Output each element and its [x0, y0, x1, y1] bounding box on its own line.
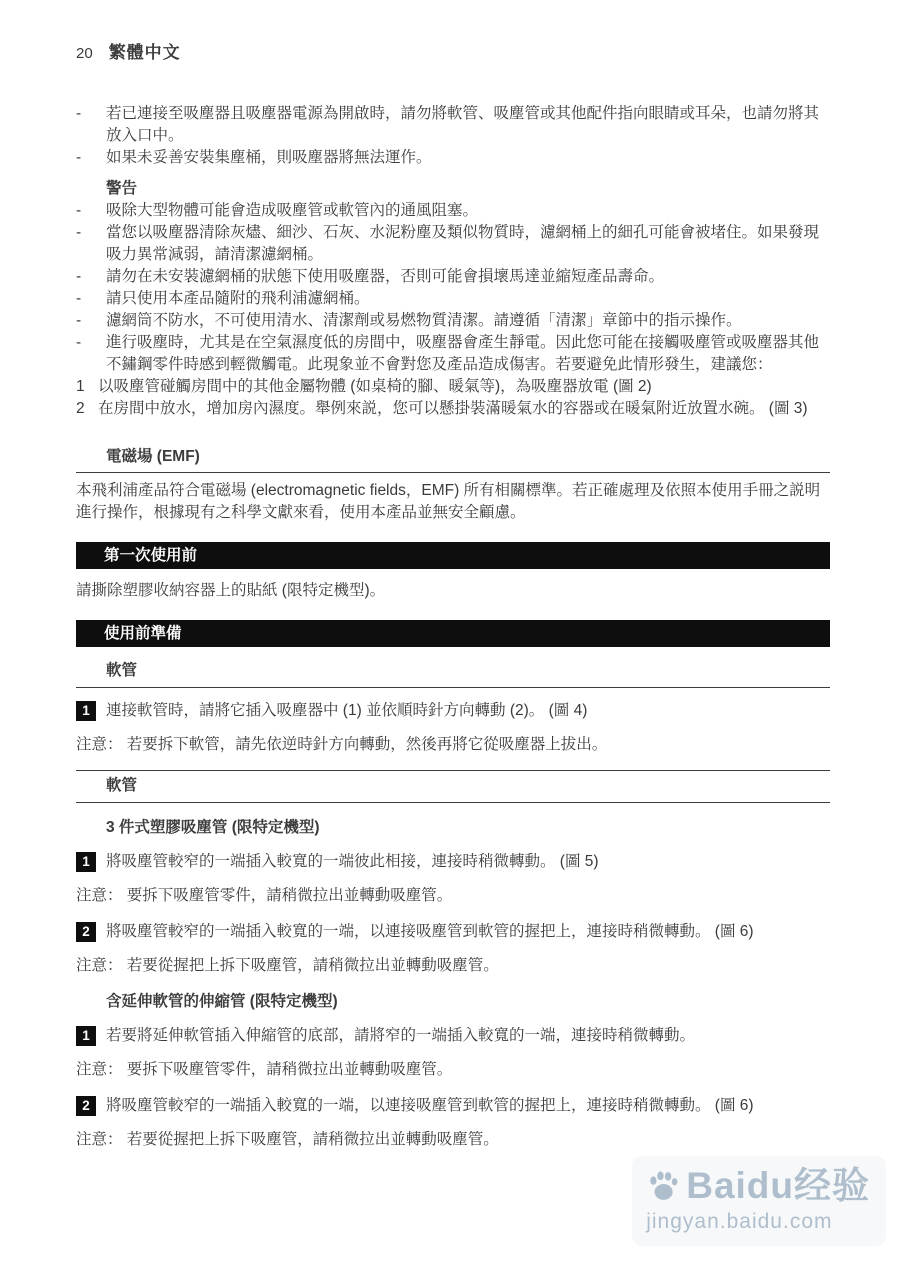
bullet-text: 請只使用本產品隨附的飛利浦濾網桶。 — [106, 290, 370, 307]
baidu-jingyan-watermark — [632, 1156, 886, 1246]
emf-heading: 電磁場 (EMF) — [76, 446, 830, 473]
bullet-item — [76, 332, 830, 376]
dash-marker: - — [76, 202, 82, 219]
warning-heading: 警告 — [106, 180, 138, 197]
step-text: 連接軟管時，請將它插入吸塵器中 (1) 並依順時針方向轉動 (2)。 (圖 4) — [106, 702, 588, 719]
bullet-item — [76, 288, 830, 310]
note-text: 注意： 若要從握把上拆下吸塵管，請稍微拉出並轉動吸塵管。 — [76, 957, 499, 974]
dash-marker: - — [76, 149, 82, 166]
bullet-text: 如果未妥善安裝集塵桶，則吸塵器將無法運作。 — [106, 149, 432, 166]
subsection-heading-tube-3piece: 3 件式塑膠吸塵管 (限特定機型) — [106, 819, 320, 836]
numbered-item — [76, 376, 830, 398]
note-text: 注意： 要拆下吸塵管零件，請稍微拉出並轉動吸塵管。 — [76, 887, 453, 904]
warning-bullet-list — [76, 200, 830, 376]
note-text: 注意： 要拆下吸塵管零件，請稍微拉出並轉動吸塵管。 — [76, 1061, 453, 1078]
dash-marker: - — [76, 224, 82, 241]
language-header: 繁體中文 — [108, 43, 181, 62]
dash-marker: - — [76, 334, 82, 351]
step-badge: 2 — [76, 922, 96, 942]
bullet-item — [76, 222, 830, 266]
step-item — [76, 700, 830, 722]
step-badge: 1 — [76, 701, 96, 721]
step-text: 若要將延伸軟管插入伸縮管的底部，請將窄的一端插入較寬的一端，連接時稍微轉動。 — [106, 1027, 696, 1044]
step-badge: 2 — [76, 1096, 96, 1116]
subsection-heading-telescopic: 含延伸軟管的伸縮管 (限特定機型) — [106, 993, 338, 1010]
bullet-text: 吸除大型物體可能會造成吸塵管或軟管內的通風阻塞。 — [106, 202, 479, 219]
bullet-item — [76, 200, 830, 222]
page-number: 20 — [76, 45, 93, 62]
note-text: 注意： 若要從握把上拆下吸塵管，請稍微拉出並轉動吸塵管。 — [76, 1131, 499, 1148]
warning-numbered-list — [76, 376, 830, 420]
dash-marker: - — [76, 105, 82, 122]
bullet-item — [76, 147, 830, 169]
step-text: 將吸塵管較窄的一端插入較寬的一端，以連接吸塵管到軟管的握把上，連接時稍微轉動。 (圖 6) — [106, 1097, 754, 1114]
section-bar-preparation: 使用前準備 — [76, 620, 830, 647]
watermark-brand: Baidu经验 — [686, 1165, 870, 1206]
item-number: 1 — [76, 378, 85, 395]
step-text: 將吸塵管較窄的一端插入較寬的一端彼此相接，連接時稍微轉動。 (圖 5) — [106, 853, 599, 870]
dash-marker: - — [76, 268, 82, 285]
subsection-heading-hose: 軟管 — [76, 658, 830, 688]
emf-body: 本飛利浦產品符合電磁場 (electromagnetic fields，EMF) 所有相關標準。若正確處理及依照本使用手冊之説明進行操作，根據現有之科學文獻來看，使用本產品並無安全顧慮。 — [76, 482, 821, 521]
step-badge: 1 — [76, 1026, 96, 1046]
bullet-text: 濾網筒不防水，不可使用清水、清潔劑或易燃物質清潔。請遵循「清潔」章節中的指示操作。 — [106, 312, 742, 329]
bullet-item — [76, 310, 830, 332]
intro-bullet-list — [76, 103, 830, 169]
bullet-text: 請勿在未安裝濾網桶的狀態下使用吸塵器，否則可能會損壞馬達並縮短產品壽命。 — [106, 268, 665, 285]
step-item — [76, 851, 830, 873]
step-badge: 1 — [76, 852, 96, 872]
bullet-item — [76, 103, 830, 147]
bullet-text: 進行吸塵時，尤其是在空氣濕度低的房間中，吸塵器會產生靜電。因此您可能在接觸吸塵管或吸塵器其他不鏽鋼零件時感到輕微觸電。此現象並不會對您及產品造成傷害。若要避免此情形發生，建議您： — [106, 334, 820, 373]
item-number: 2 — [76, 400, 85, 417]
baidu-paw-icon — [646, 1169, 680, 1203]
bullet-text: 若已連接至吸塵器且吸塵器電源為開啟時，請勿將軟管、吸塵管或其他配件指向眼睛或耳朵，也請勿將其放入口中。 — [106, 105, 820, 144]
section-bar-first-use: 第一次使用前 — [76, 542, 830, 569]
step-item — [76, 921, 830, 943]
page-header — [76, 42, 830, 65]
step-item — [76, 1025, 830, 1047]
item-text: 在房間中放水，增加房內濕度。舉例來説，您可以懸掛裝滿暖氣水的容器或在暖氣附近放置水碗。 (圖 3) — [98, 400, 808, 417]
numbered-item — [76, 398, 830, 420]
step-text: 將吸塵管較窄的一端插入較寬的一端，以連接吸塵管到軟管的握把上，連接時稍微轉動。 (圖 6) — [106, 923, 754, 940]
dash-marker: - — [76, 290, 82, 307]
watermark-url: jingyan.baidu.com — [646, 1210, 833, 1233]
note-text: 注意： 若要拆下軟管，請先依逆時針方向轉動，然後再將它從吸塵器上拔出。 — [76, 736, 608, 753]
first-use-body: 請撕除塑膠收納容器上的貼紙 (限特定機型)。 — [76, 582, 386, 599]
bullet-item — [76, 266, 830, 288]
item-text: 以吸塵管碰觸房間中的其他金屬物體 (如桌椅的腳、暖氣等)，為吸塵器放電 (圖 2) — [98, 378, 652, 395]
watermark-brand-row — [646, 1166, 870, 1206]
subsection-heading-tube: 軟管 — [76, 770, 830, 803]
dash-marker: - — [76, 312, 82, 329]
step-item — [76, 1095, 830, 1117]
bullet-text: 當您以吸塵器清除灰燼、細沙、石灰、水泥粉塵及類似物質時，濾網桶上的細孔可能會被堵住。如果發現吸力異常減弱，請清潔濾網桶。 — [106, 224, 820, 263]
